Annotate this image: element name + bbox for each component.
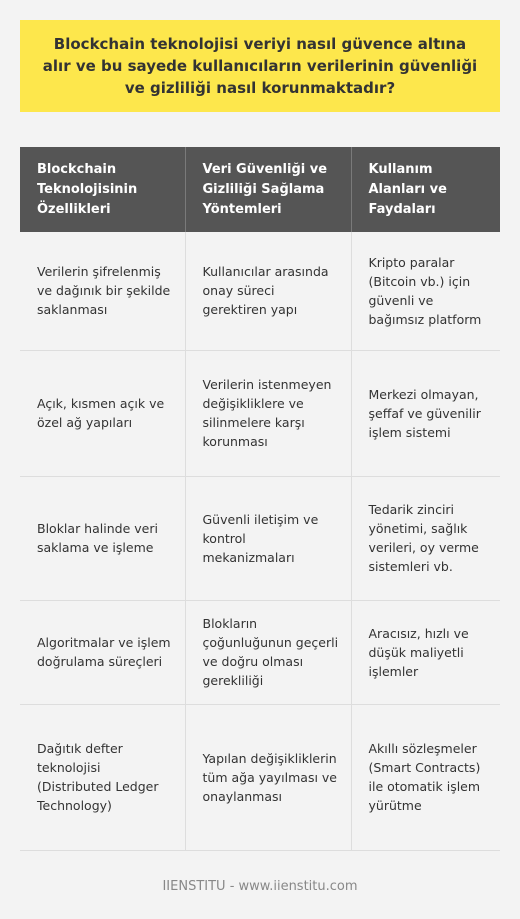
header-features: Blockchain Teknolojisinin Özellikleri <box>20 147 185 232</box>
table-cell: Aracısız, hızlı ve düşük maliyetli işlemler <box>351 600 500 704</box>
table-cell: Bloklar halinde veri saklama ve işleme <box>20 476 185 600</box>
table-cell: Verilerin istenmeyen değişikliklere ve silinmelere karşı korunması <box>185 350 351 476</box>
table-row <box>20 600 500 704</box>
table-cell: Açık, kısmen açık ve özel ağ yapıları <box>20 350 185 476</box>
footer-credit: IIENSTITU - www.iienstitu.com <box>162 879 358 894</box>
table-cell: Güvenli iletişim ve kontrol mekanizmaları <box>185 476 351 600</box>
table-cell: Blokların çoğunluğunun geçerli ve doğru olması gerekliliği <box>185 600 351 704</box>
table-row <box>20 476 500 600</box>
table-cell: Yapılan değişikliklerin tüm ağa yayılması ve onaylanması <box>185 704 351 850</box>
table-row <box>20 704 500 850</box>
table-cell: Kullanıcılar arasında onay süreci gerektiren yapı <box>185 232 351 350</box>
header-use-cases: Kullanım Alanları ve Faydaları <box>351 147 500 232</box>
table-row <box>20 232 500 350</box>
table-cell: Merkezi olmayan, şeffaf ve güvenilir işlem sistemi <box>351 350 500 476</box>
comparison-table <box>20 147 500 851</box>
table-cell: Kripto paralar (Bitcoin vb.) için güvenli ve bağımsız platform <box>351 232 500 350</box>
table-cell: Verilerin şifrelenmiş ve dağınık bir şekilde saklanması <box>20 232 185 350</box>
page-title: Blockchain teknolojisi veriyi nasıl güvence altına alır ve bu sayede kullanıcıların verilerinin güvenliği ve gizliliği nasıl korunmaktadır? <box>42 35 478 97</box>
table-cell: Algoritmalar ve işlem doğrulama süreçleri <box>20 600 185 704</box>
table-cell: Dağıtık defter teknolojisi (Distributed Ledger Technology) <box>20 704 185 850</box>
table-cell: Akıllı sözleşmeler (Smart Contracts) ile otomatik işlem yürütme <box>351 704 500 850</box>
table-header-row <box>20 147 500 232</box>
table-cell: Tedarik zinciri yönetimi, sağlık verileri, oy verme sistemleri vb. <box>351 476 500 600</box>
title-banner <box>20 20 500 112</box>
header-security-methods: Veri Güvenliği ve Gizliliği Sağlama Yöntemleri <box>185 147 351 232</box>
table-row <box>20 350 500 476</box>
